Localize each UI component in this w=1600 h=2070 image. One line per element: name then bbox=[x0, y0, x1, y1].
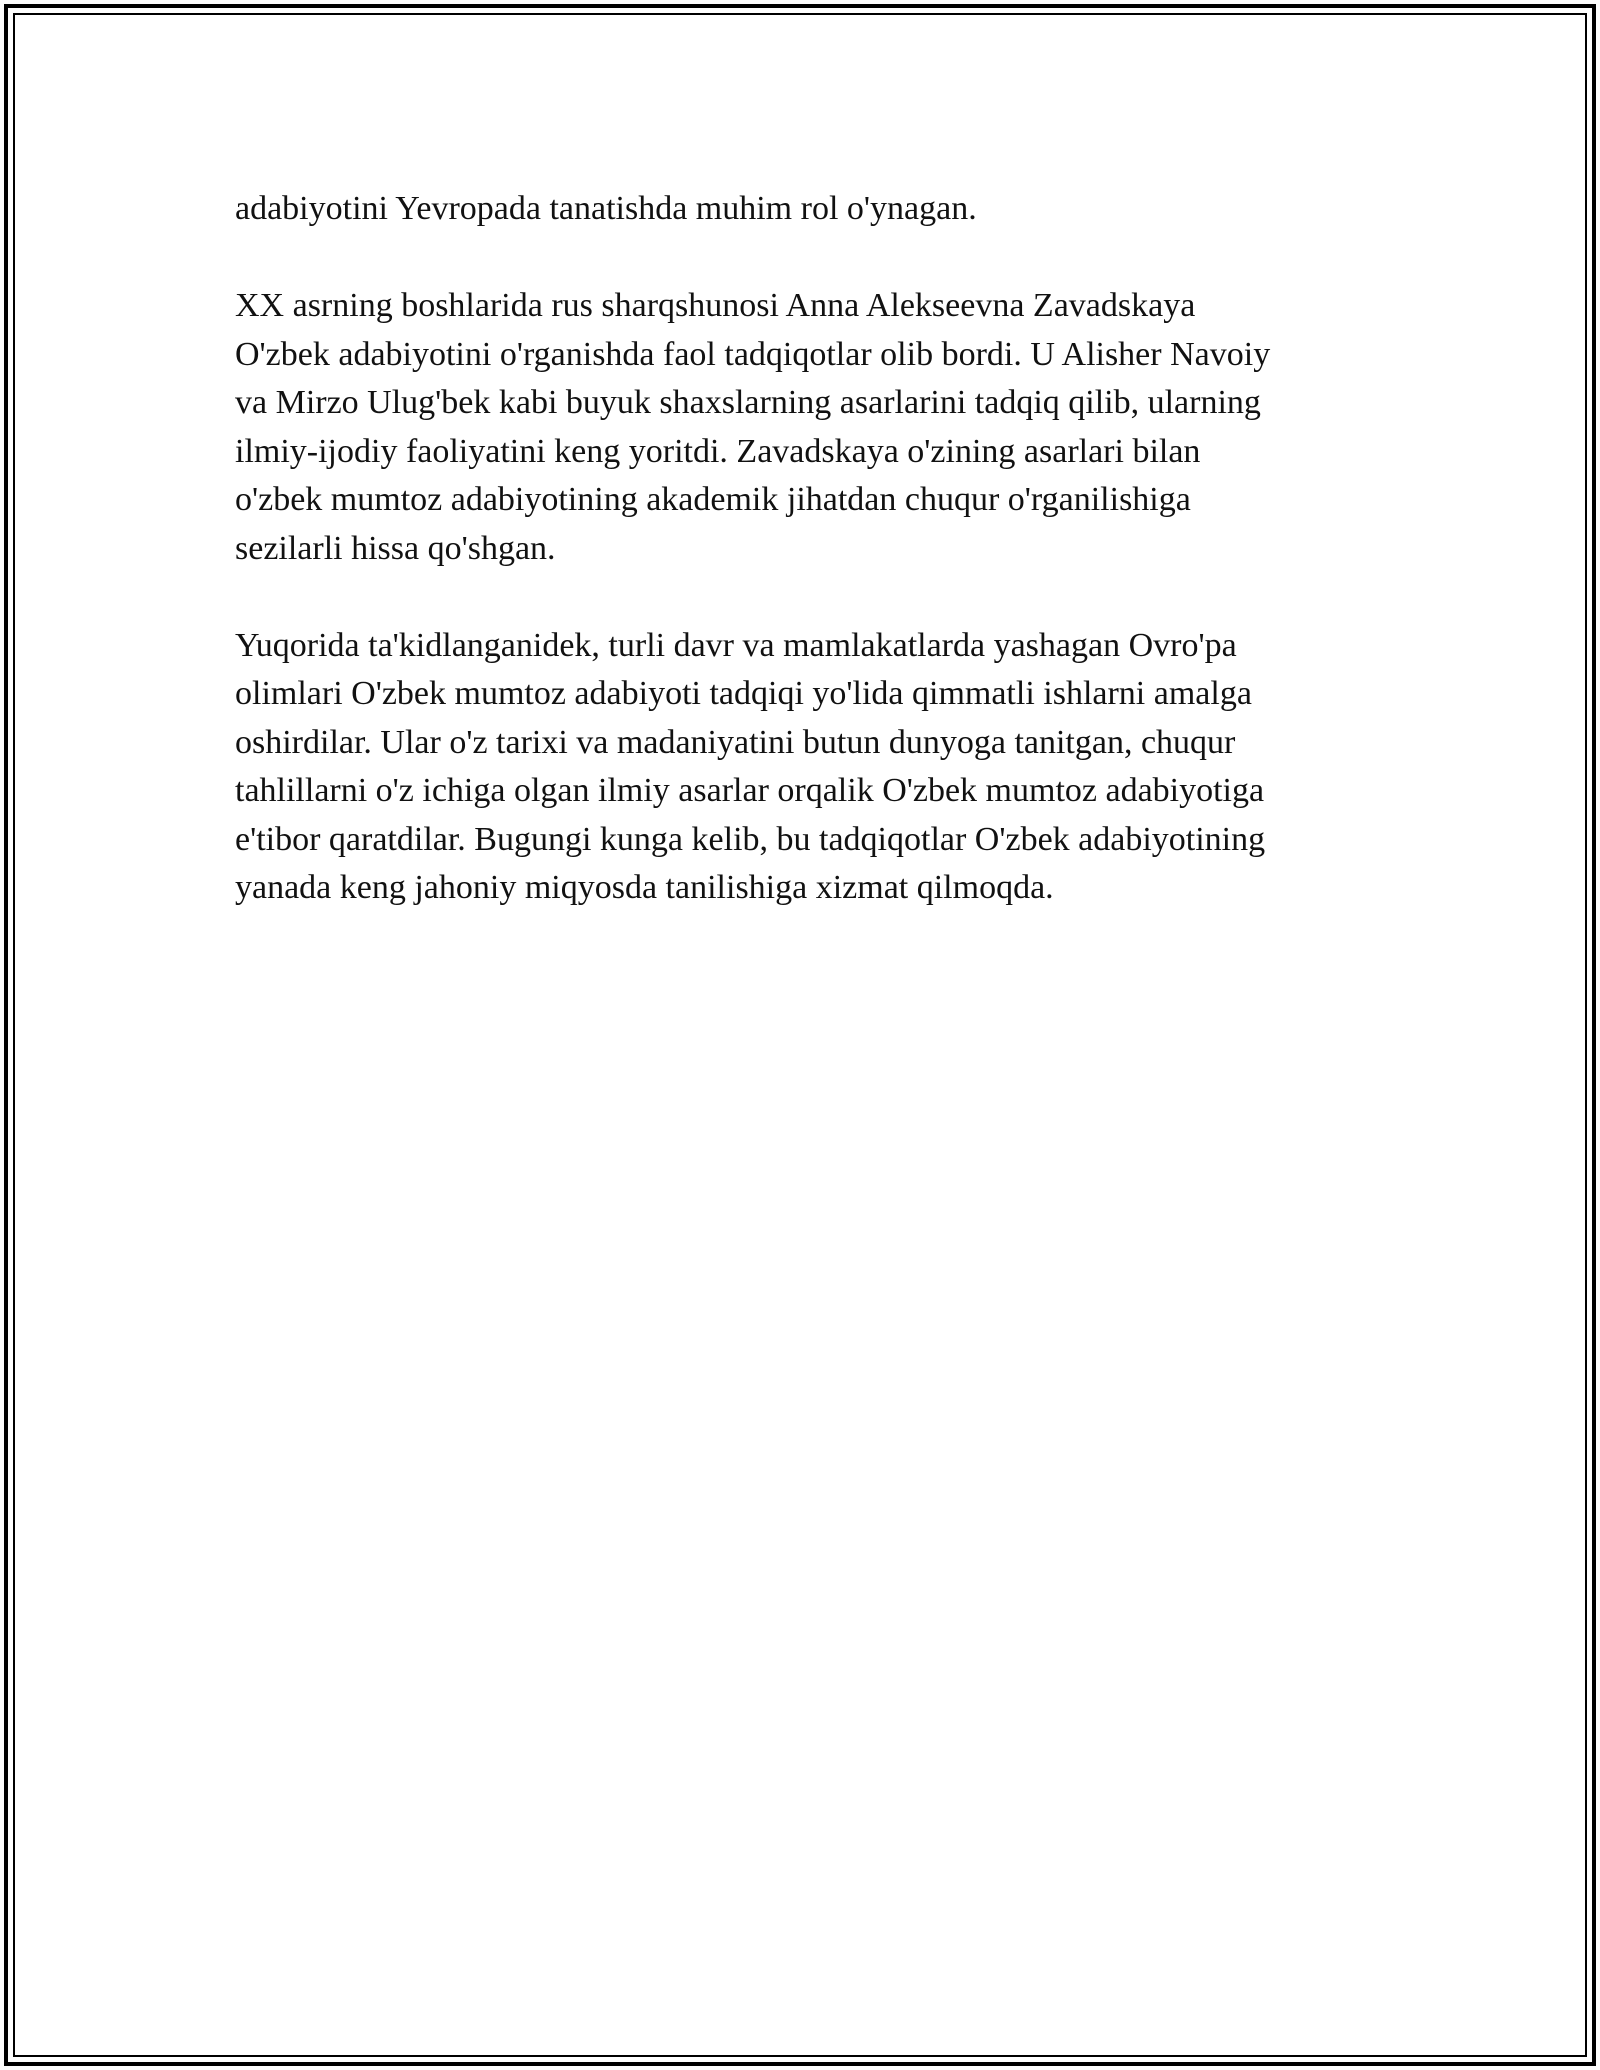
text-line: e'tibor qaratdilar. Bugungi kunga kelib, bu tadqiqotlar O'zbek adabiyotining bbox=[235, 820, 1266, 858]
text-line: va Mirzo Ulug'bek kabi buyuk shaxslarning asarlarini tadqiq qilib, ularning bbox=[235, 384, 1261, 421]
document-body bbox=[235, 185, 1365, 961]
paragraph-1 bbox=[235, 185, 1365, 234]
text-line: yanada keng jahoniy miqyosda tanilishiga xizmat qilmoqda. bbox=[235, 869, 1054, 906]
paragraph-3 bbox=[235, 622, 1365, 913]
text-line: o'zbek mumtoz adabiyotining akademik jihatdan chuqur o'rganilishiga bbox=[235, 481, 1191, 518]
text-line: adabiyotini Yevropada tanatishda muhim rol o'ynagan. bbox=[235, 190, 977, 227]
paragraph-2 bbox=[235, 282, 1365, 573]
text-line: XX asrning boshlarida rus sharqshunosi Anna Alekseevna Zavadskaya bbox=[235, 287, 1196, 324]
text-line: sezilarli hissa qo'shgan. bbox=[235, 529, 556, 567]
text-line: Yuqorida ta'kidlanganidek, turli davr va mamlakatlarda yashagan Ovro'pa bbox=[235, 626, 1237, 664]
text-line: oshirdilar. Ular o'z tarixi va madaniyatini butun dunyoga tanitgan, chuqur bbox=[235, 723, 1236, 761]
text-line: tahlillarni o'z ichiga olgan ilmiy asarlar orqalik O'zbek mumtoz adabiyotiga bbox=[235, 772, 1265, 809]
text-line: olimlari O'zbek mumtoz adabiyoti tadqiqi yo'lida qimmatli ishlarni amalga bbox=[235, 675, 1252, 712]
text-line: ilmiy-ijodiy faoliyatini keng yoritdi. Zavadskaya o'zining asarlari bilan bbox=[235, 432, 1201, 470]
text-line: O'zbek adabiyotini o'rganishda faol tadqiqotlar olib bordi. U Alisher Navoiy bbox=[235, 335, 1271, 373]
